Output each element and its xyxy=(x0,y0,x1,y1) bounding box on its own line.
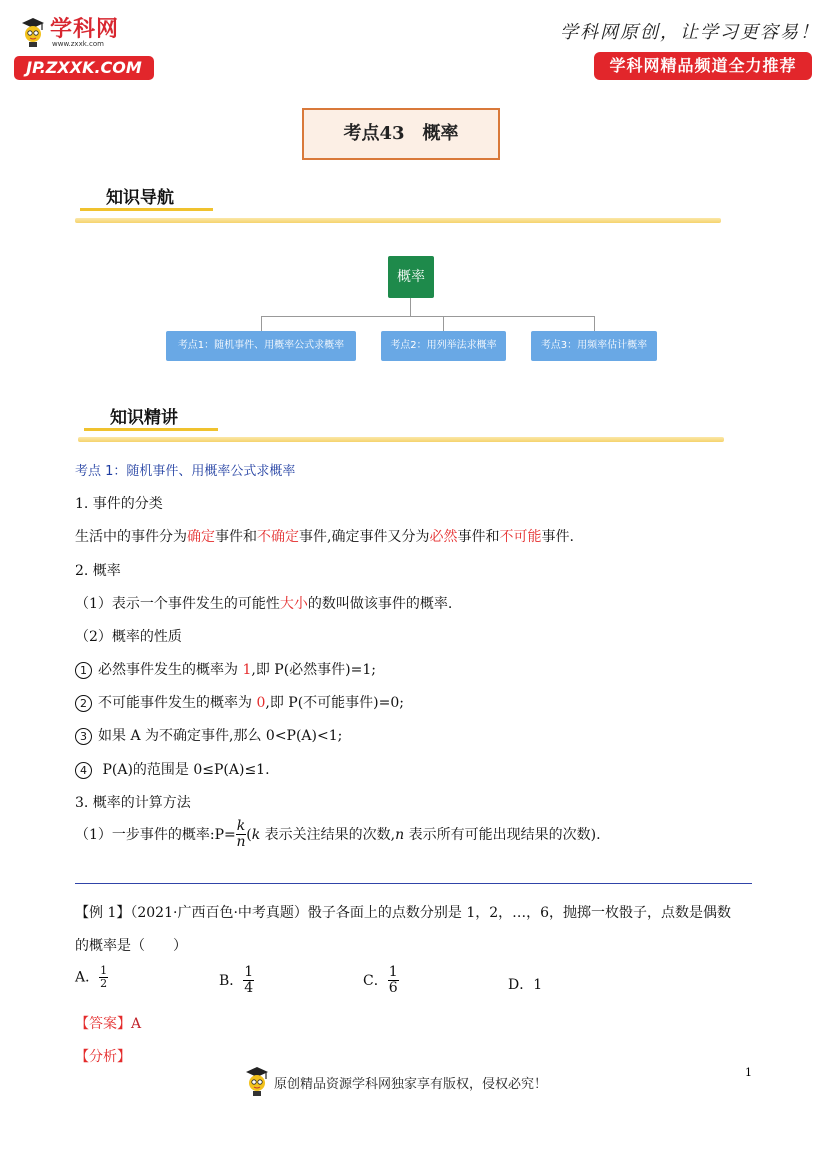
property-4: 4 P(A)的范围是 0≤P(A)≤1. xyxy=(75,759,270,779)
option-c: C． $\frac{1}{6}$ xyxy=(363,964,398,997)
scholar-mascot-icon xyxy=(20,16,46,48)
p2-item1: （1）表示一个事件发生的可能性大小的数叫做该事件的概率. xyxy=(75,596,453,612)
kaodian-heading: 考点 1：随机事件、用概率公式求概率 xyxy=(75,464,296,479)
p3-heading: 3. 概率的计算方法 xyxy=(75,795,191,811)
fraction-k-over-n: $\frac{k}{n}$ xyxy=(236,818,246,851)
page-title: 考点43 概率 xyxy=(302,108,500,160)
recommend-badge: 学科网精品频道全力推荐 xyxy=(594,52,812,80)
mindmap-connector xyxy=(261,316,595,317)
logo-text: 学科网 xyxy=(50,17,120,42)
logo-url: www.zxxk.com xyxy=(52,40,104,48)
option-d: D．1 xyxy=(508,977,543,993)
section-divider xyxy=(75,218,721,223)
logo-badge[interactable]: JP.ZXXK.COM xyxy=(14,56,154,80)
p3-item1: （1）一步事件的概率:P= $\frac{k}{n}$ (k 表示关注结果的次数,n 表示所有可能出现结果的次数). xyxy=(75,818,601,851)
mindmap-connector xyxy=(594,316,595,331)
mindmap-connector xyxy=(261,316,262,331)
slogan: 学科网原创，让学习更容易！ xyxy=(560,22,820,43)
mindmap-root: 概率 xyxy=(388,256,434,298)
property-2: 2 不可能事件发生的概率为 0,即 P(不可能事件)=0; xyxy=(75,692,404,712)
mindmap-connector xyxy=(410,298,411,316)
scholar-mascot-icon xyxy=(243,1066,271,1096)
mindmap-node-1: 考点1：随机事件、用概率公式求概率 xyxy=(166,331,356,361)
p1-heading: 1. 事件的分类 xyxy=(75,496,163,512)
example-line1: 【例 1】（2021·广西百色·中考真题）骰子各面上的点数分别是 1，2，…，6，抛掷一枚骰子，点数是偶数 xyxy=(75,905,732,921)
example-divider xyxy=(75,883,752,884)
property-1: 1 必然事件发生的概率为 1,即 P(必然事件)=1; xyxy=(75,659,376,679)
p2-heading: 2. 概率 xyxy=(75,563,121,579)
page-number: 1 xyxy=(745,1066,752,1079)
section-divider xyxy=(78,437,724,442)
analysis-label: 【分析】 xyxy=(75,1049,131,1065)
option-a: A． $\frac{1}{2}$ xyxy=(75,964,108,991)
p2-item2: （2）概率的性质 xyxy=(75,629,182,645)
section-heading-nav: 知识导航 xyxy=(106,188,174,208)
section-heading-underline xyxy=(80,208,213,211)
section-heading-lecture: 知识精讲 xyxy=(110,408,178,428)
answer-line: 【答案】A xyxy=(75,1016,142,1032)
option-b: B． $\frac{1}{4}$ xyxy=(219,964,254,997)
section-heading-underline xyxy=(84,428,218,431)
mindmap-connector xyxy=(443,316,444,331)
mindmap-node-2: 考点2：用列举法求概率 xyxy=(381,331,506,361)
footer-copyright: 原创精品资源学科网独家享有版权，侵权必究！ xyxy=(274,1077,548,1092)
mindmap-node-3: 考点3：用频率估计概率 xyxy=(531,331,657,361)
example-line2: 的概率是（ ） xyxy=(75,938,187,954)
p1-body: 生活中的事件分为确定事件和不确定事件,确定事件又分为必然事件和不可能事件. xyxy=(75,529,574,545)
property-3: 3 如果 A 为不确定事件,那么 0<P(A)<1; xyxy=(75,725,342,745)
